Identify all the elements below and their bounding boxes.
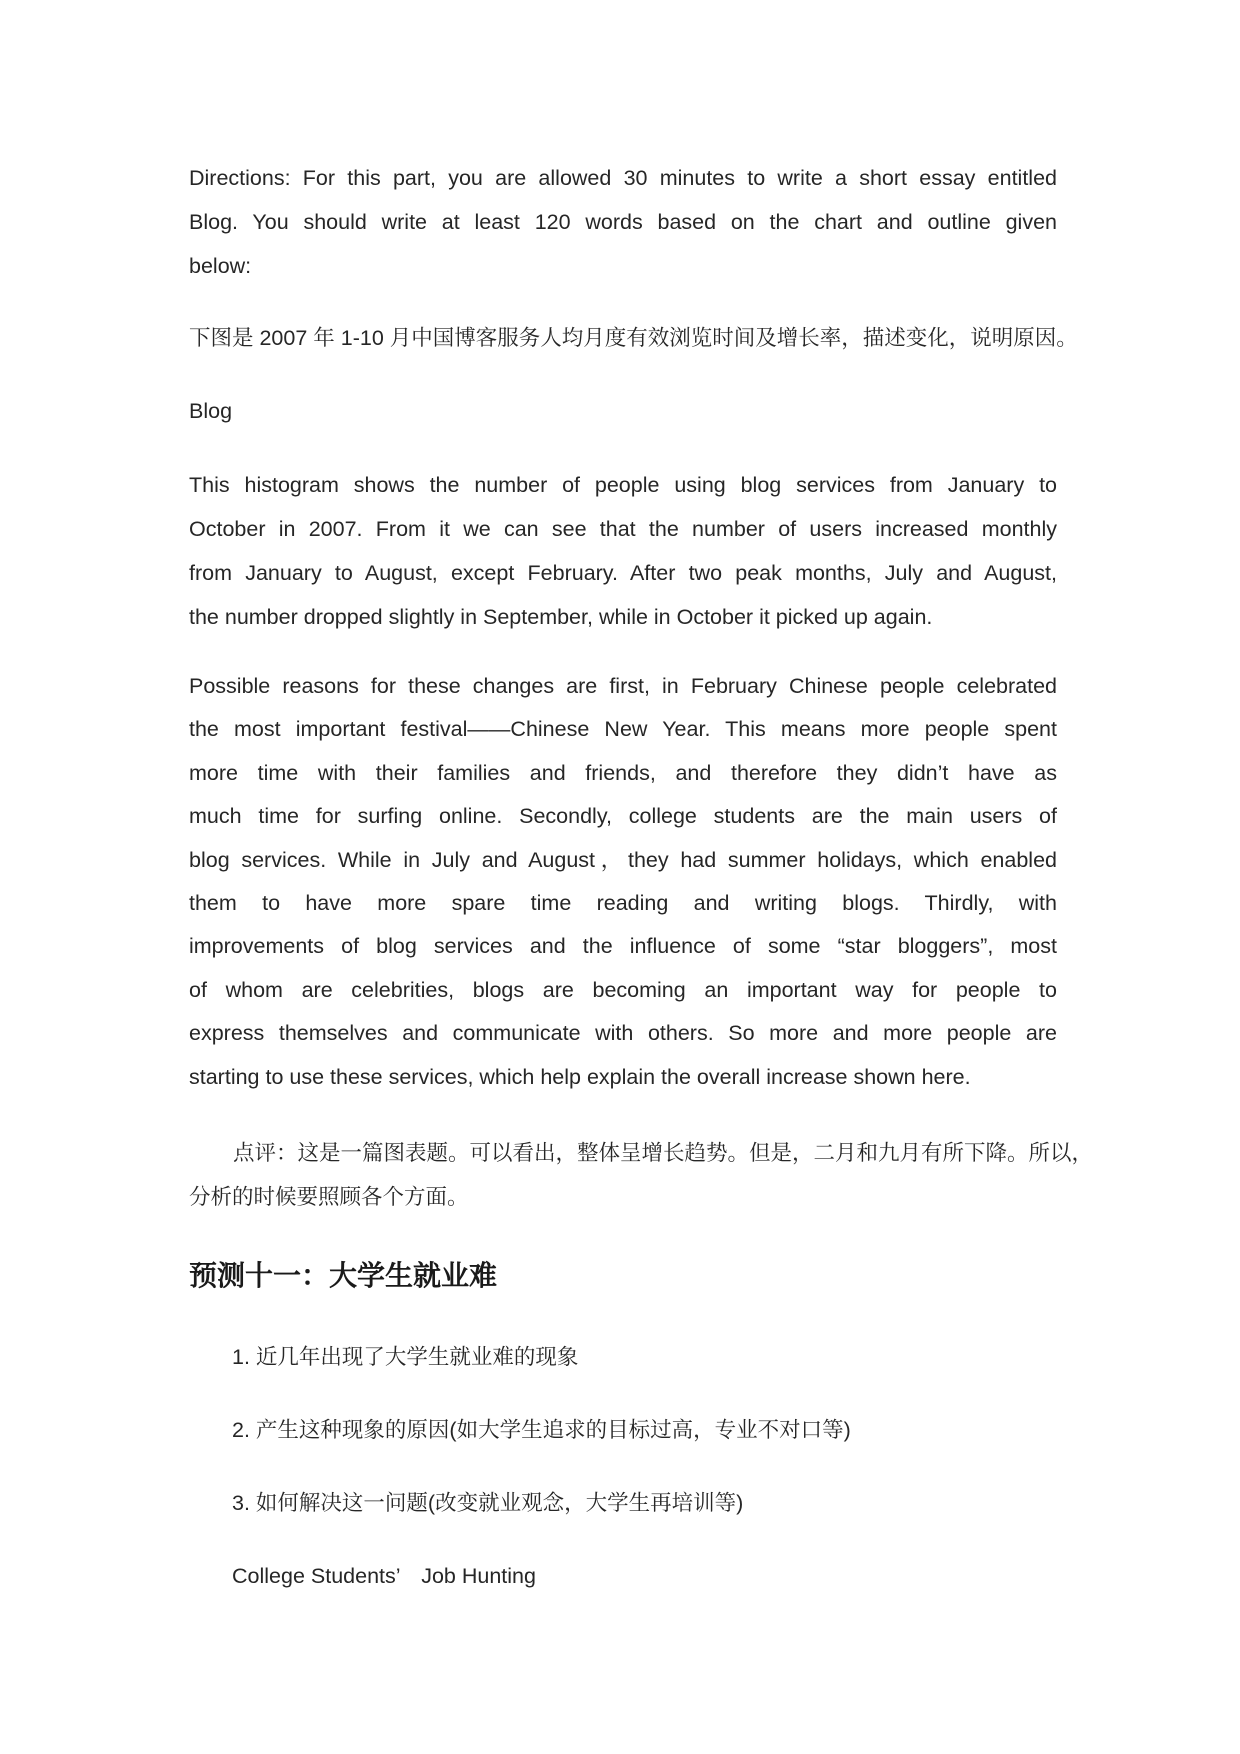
outline-item: 3. 如何解决这一问题(改变就业观念，大学生再培训等) xyxy=(232,1491,744,1515)
comment xyxy=(189,1131,1094,1219)
directions-line: below: xyxy=(189,254,252,278)
outline-item: 1. 近几年出现了大学生就业难的现象 xyxy=(232,1345,579,1369)
paragraph-line: the number dropped slightly in September, while in October it picked up again. xyxy=(189,605,933,629)
prompt-cn xyxy=(189,316,1078,360)
paragraph-line: from January to August, except February. After two peak months, July and August, xyxy=(189,561,1057,585)
next-essay-title: College Students’ Job Hunting xyxy=(232,1564,536,1588)
directions xyxy=(189,156,1057,288)
essay-title xyxy=(189,389,1057,433)
paragraph-line: blog services. While in July and August，they had summer holidays, which enabled xyxy=(189,847,1057,872)
comment-line: 分析的时候要照顾各个方面。 xyxy=(189,1185,469,1209)
paragraph-line: them to have more spare time reading and writing blogs. Thirdly, with xyxy=(189,890,1057,915)
paragraph-line: much time for surfing online. Secondly, college students are the main users of xyxy=(189,804,1057,829)
section-heading: 预测十一：大学生就业难 xyxy=(189,1260,498,1291)
paragraph-line: the most important festival——Chinese New Year. This means more people spent xyxy=(189,717,1057,742)
directions-line: Directions: For this part, you are allowed 30 minutes to write a short essay entitled xyxy=(189,166,1057,190)
paragraph-line: express themselves and communicate with others. So more and more people are xyxy=(189,1021,1057,1046)
paragraph-line: improvements of blog services and the influence of some “star bloggers”, most xyxy=(189,934,1057,959)
essay-title-text: Blog xyxy=(189,399,233,423)
paragraph-line: October in 2007. From it we can see that the number of users increased monthly xyxy=(189,517,1057,541)
outline-item: 2. 产生这种现象的原因(如大学生追求的目标过高，专业不对口等) xyxy=(232,1418,851,1442)
paragraph-line: Possible reasons for these changes are first, in February Chinese people celebrated xyxy=(189,674,1057,698)
paragraph-2 xyxy=(189,665,1057,1099)
paragraph-line: This histogram shows the number of people using blog services from January to xyxy=(189,473,1057,497)
prompt-cn-text: 下图是 2007 年 1-10 月中国博客服务人均月度有效浏览时间及增长率，描述变化，说明原因。 xyxy=(189,326,1078,350)
paragraph-line: more time with their families and friends, and therefore they didn’t have as xyxy=(189,760,1057,785)
paragraph-1 xyxy=(189,463,1057,639)
paragraph-line: of whom are celebrities, blogs are becoming an important way for people to xyxy=(189,977,1057,1002)
paragraph-line: starting to use these services, which help explain the overall increase shown here. xyxy=(189,1064,971,1089)
comment-line: 点评：这是一篇图表题。可以看出，整体呈增长趋势。但是，二月和九月有所下降。所以， xyxy=(233,1141,1094,1165)
directions-line: Blog. You should write at least 120 words based on the chart and outline given xyxy=(189,210,1057,234)
